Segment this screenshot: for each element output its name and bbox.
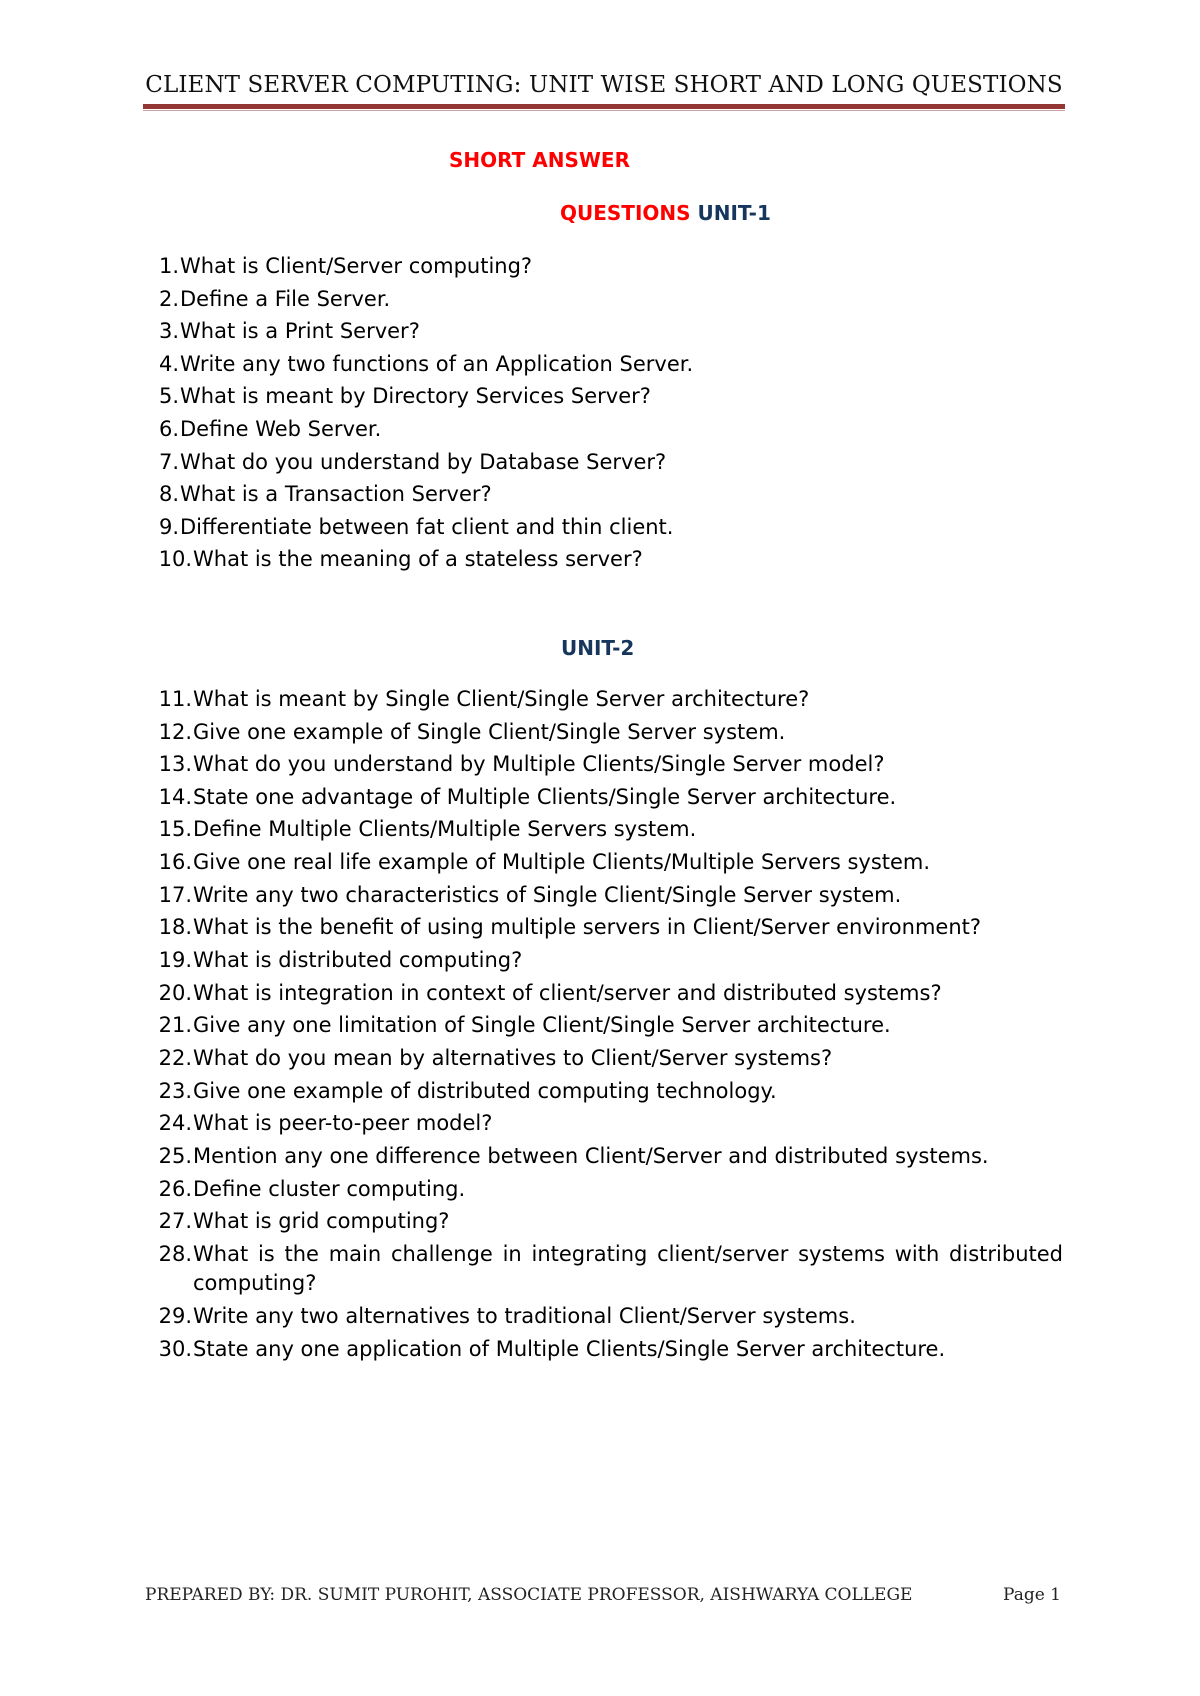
question-text: What is integration in context of client/server and distributed systems? [193,980,942,1005]
question-text: What is the benefit of using multiple servers in Client/Server environment? [193,915,982,940]
question-item [143,413,1063,446]
question-text: Define Multiple Clients/Multiple Servers system. [193,817,697,842]
question-number: 15. [158,817,192,842]
question-number: 25. [158,1143,192,1168]
question-number: 29. [158,1303,192,1328]
question-number: 26. [158,1176,192,1201]
unit2-question-list [143,683,1063,1365]
question-item [143,315,1063,348]
section-title: SHORT ANSWER [449,148,630,172]
question-item [143,1107,1063,1140]
question-number: 6. [158,416,179,441]
unit1-question-list [143,250,1063,576]
question-text: Give one example of distributed computing technology. [193,1078,777,1103]
question-text: What do you understand by Multiple Clients/Single Server model? [193,752,885,777]
question-number: 27. [158,1209,192,1234]
question-item [143,1238,1063,1300]
question-text: Give one real life example of Multiple Clients/Multiple Servers system. [193,849,931,874]
question-text: Define Web Server. [180,416,382,441]
question-number: 11. [158,687,192,711]
question-number: 20. [158,980,192,1005]
header-rule-thin [143,110,1065,111]
question-text: State any one application of Multiple Clients/Single Server architecture. [193,1336,946,1361]
question-item [143,748,1063,781]
question-item [143,380,1063,413]
question-number: 4. [158,351,179,376]
question-number: 3. [158,319,179,344]
question-item [143,879,1063,912]
question-text: Define a File Server. [180,286,391,311]
question-number: 22. [158,1045,192,1070]
question-item [143,977,1063,1010]
question-text: Differentiate between fat client and thin client. [180,514,674,539]
question-text: What is Client/Server computing? [180,254,533,278]
question-item [143,846,1063,879]
question-number: 23. [158,1078,192,1103]
question-number: 18. [158,915,192,940]
question-number: 30. [158,1336,192,1361]
question-number: 13. [158,752,192,777]
question-text: What do you understand by Database Server? [180,449,667,474]
question-item [143,1173,1063,1206]
section-subtitle [560,201,771,225]
question-number: 28. [158,1241,192,1266]
question-number: 16. [158,849,192,874]
question-text: What is meant by Single Client/Single Server architecture? [193,687,810,711]
question-number: 8. [158,482,179,507]
question-number: 10. [158,547,192,572]
question-number: 17. [158,882,192,907]
question-item [143,348,1063,381]
question-item [143,683,1063,716]
question-item [143,1009,1063,1042]
question-number: 1. [158,254,179,278]
question-text: What is the main challenge in integrating client/server systems with distributed computing? [193,1241,1063,1295]
question-item [143,1205,1063,1238]
question-number: 7. [158,449,179,474]
question-number: 2. [158,286,179,311]
question-item [143,478,1063,511]
question-text: What is meant by Directory Services Server? [180,384,651,409]
question-text: Define cluster computing. [193,1176,466,1201]
question-item [143,543,1063,576]
question-item [143,944,1063,977]
question-number: 5. [158,384,179,409]
question-text: What is a Print Server? [180,319,420,344]
question-text: Write any two alternatives to traditional Client/Server systems. [193,1303,856,1328]
question-item [143,1075,1063,1108]
question-text: Give any one limitation of Single Client/Single Server architecture. [193,1013,891,1038]
question-number: 19. [158,948,192,973]
question-item [143,1333,1063,1366]
question-number: 14. [158,784,192,809]
question-item [143,446,1063,479]
header-rule [143,104,1065,109]
question-text: What is distributed computing? [193,948,523,973]
question-item [143,283,1063,316]
question-number: 12. [158,719,192,744]
question-number: 24. [158,1111,192,1136]
question-text: What is the meaning of a stateless server? [193,547,643,572]
question-text: What is a Transaction Server? [180,482,492,507]
question-item [143,813,1063,846]
question-text: Mention any one difference between Client/Server and distributed systems. [193,1143,989,1168]
section-subtitle-questions: QUESTIONS [560,201,691,225]
question-text: State one advantage of Multiple Clients/Single Server architecture. [193,784,897,809]
question-number: 9. [158,514,179,539]
question-item [143,250,1063,283]
question-item [143,716,1063,749]
section-subtitle-unit1: UNIT-1 [697,201,771,225]
question-text: Give one example of Single Client/Single Server system. [193,719,786,744]
page-header-title: CLIENT SERVER COMPUTING: UNIT WISE SHORT AND LONG QUESTIONS [145,72,1063,98]
footer-prepared-by: PREPARED BY: DR. SUMIT PUROHIT, ASSOCIATE PROFESSOR, AISHWARYA COLLEGE [145,1585,913,1605]
question-item [143,511,1063,544]
question-text: What is peer-to-peer model? [193,1111,493,1136]
question-item [143,781,1063,814]
question-item [143,1140,1063,1173]
question-item [143,911,1063,944]
question-item [143,1042,1063,1075]
question-text: What is grid computing? [193,1209,450,1234]
question-text: What do you mean by alternatives to Client/Server systems? [193,1045,833,1070]
question-text: Write any two characteristics of Single Client/Single Server system. [193,882,902,907]
unit2-title: UNIT-2 [561,636,635,660]
question-text: Write any two functions of an Application Server. [180,351,694,376]
question-number: 21. [158,1013,192,1038]
question-item [143,1300,1063,1333]
footer-page-number: Page 1 [1003,1585,1061,1605]
